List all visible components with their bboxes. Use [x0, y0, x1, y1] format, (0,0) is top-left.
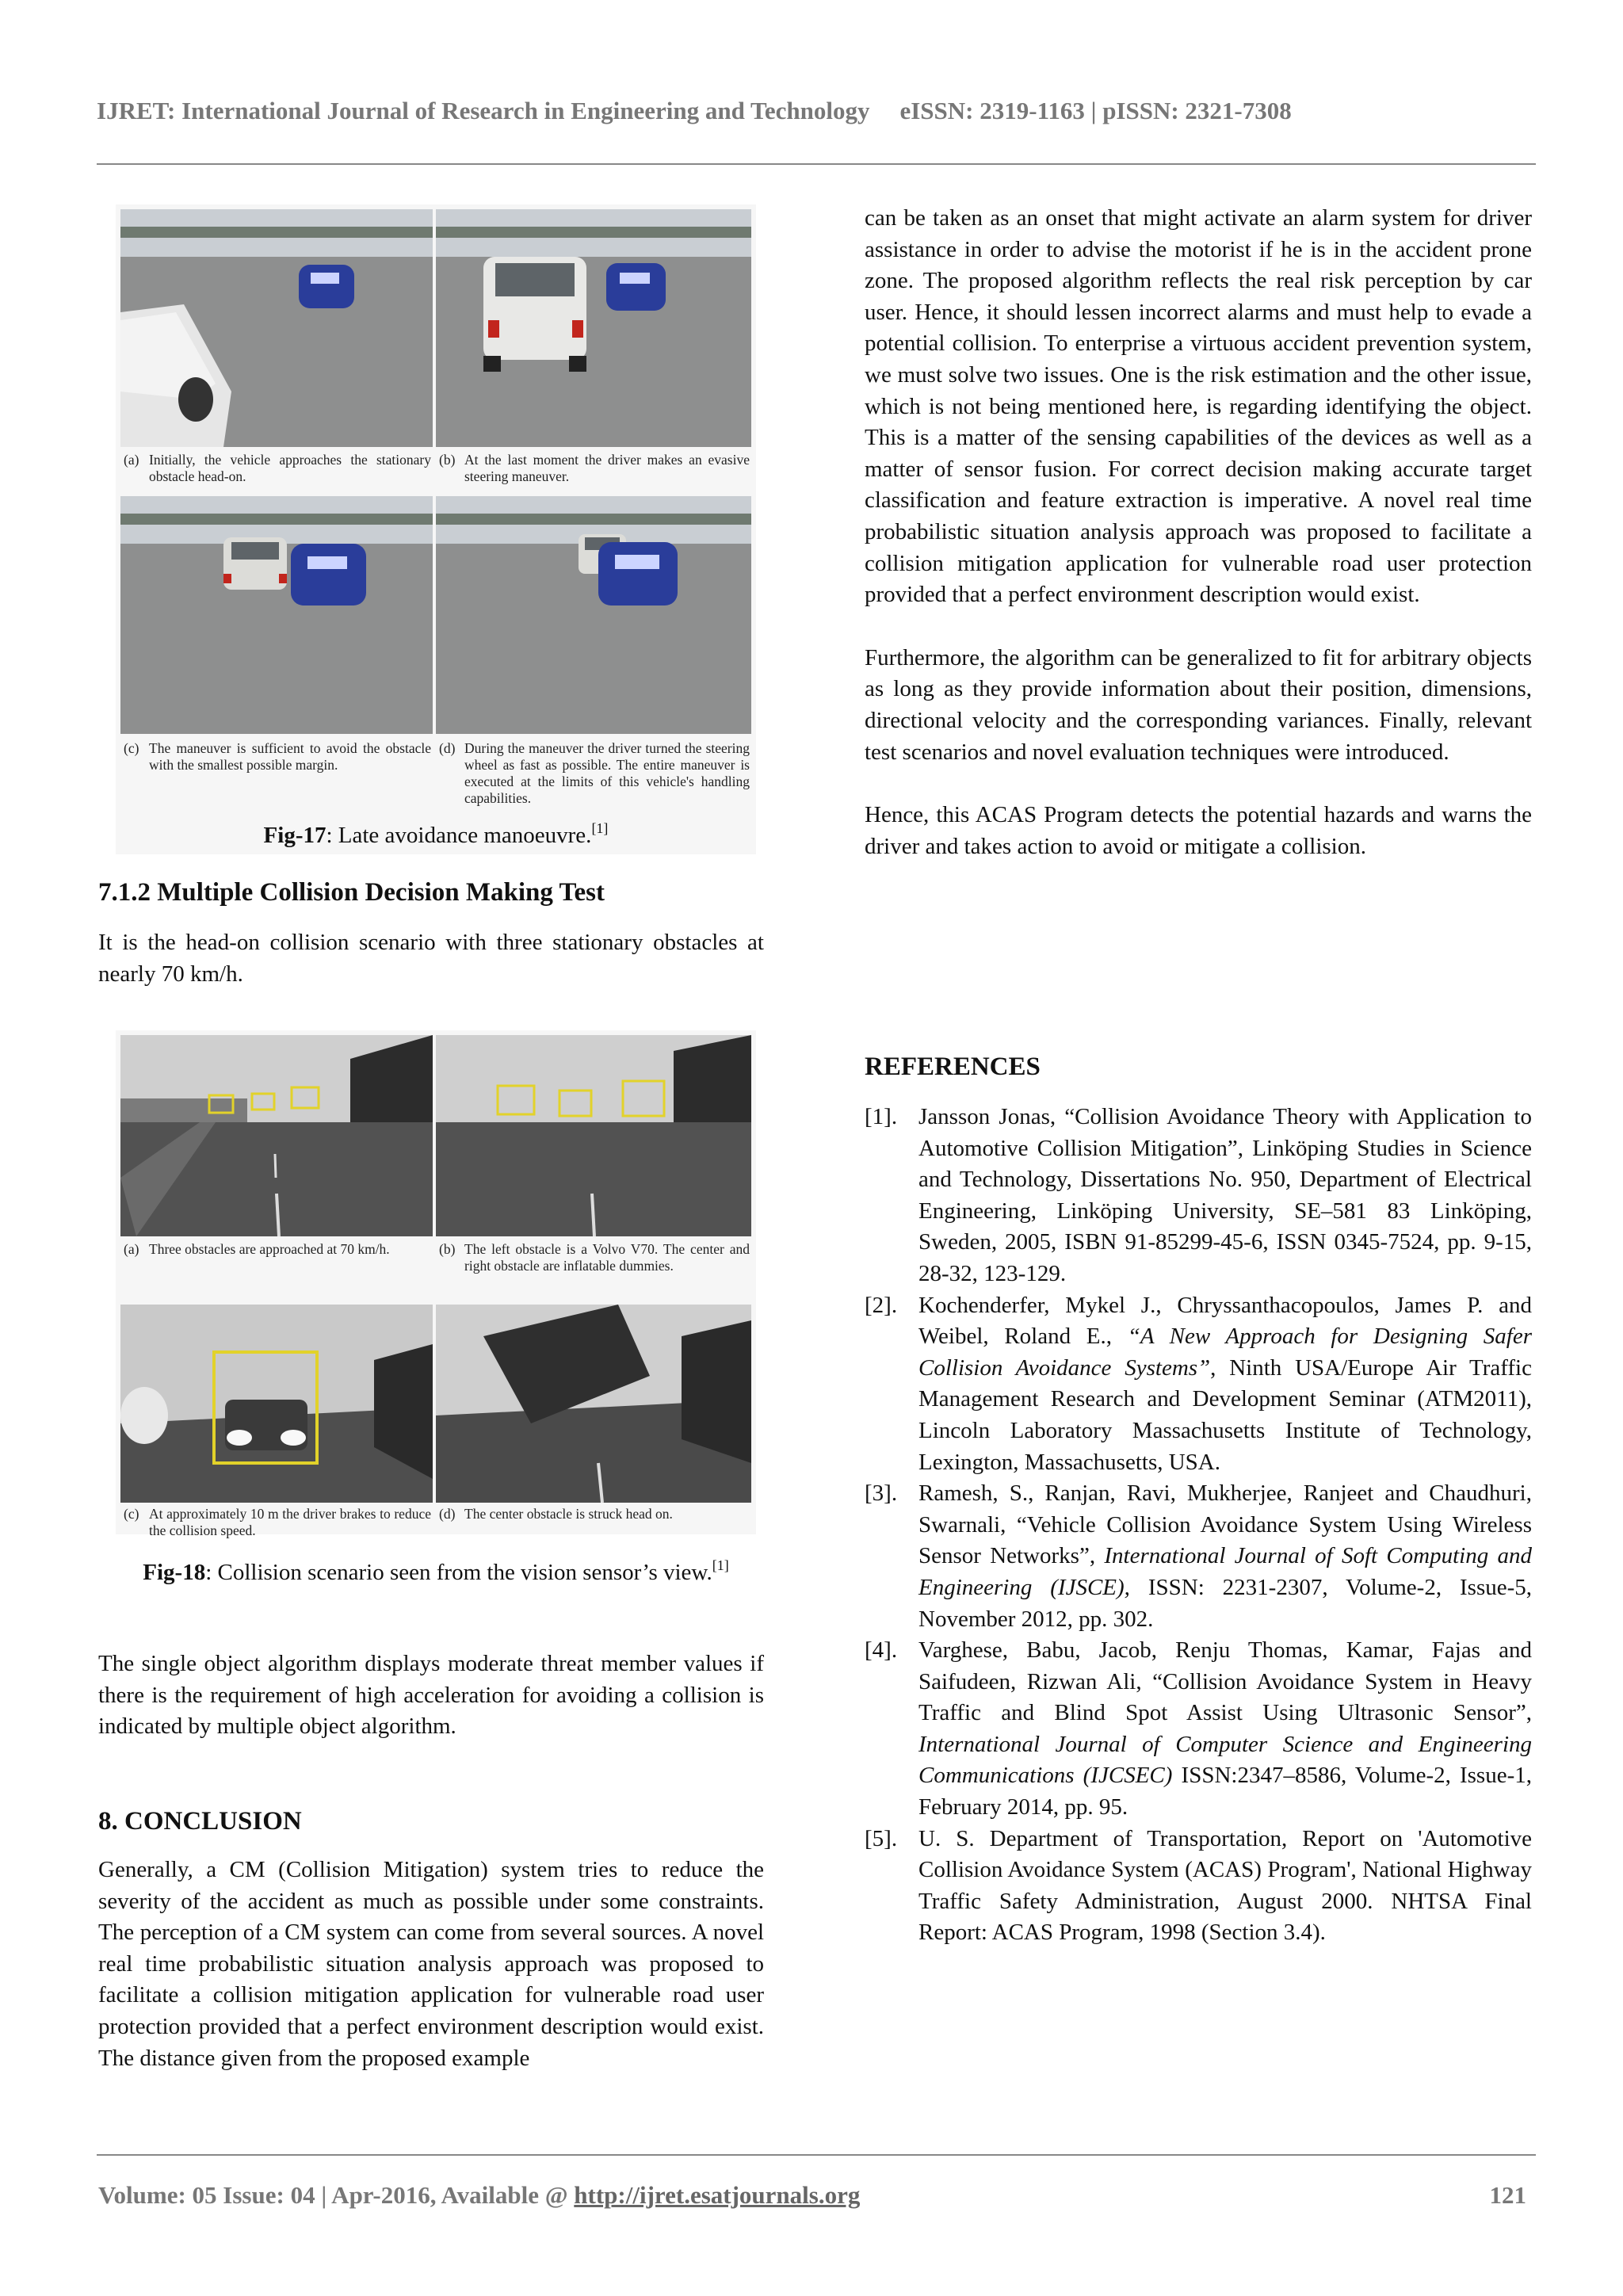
fig17-caption-text: : Late avoidance manoeuvre.: [326, 823, 592, 848]
fig17-subcaption-c: (c) The maneuver is sufficient to avoid the obstacle with the smallest possible margin.: [124, 740, 431, 773]
section-heading-712: 7.1.2 Multiple Collision Decision Making Test: [98, 878, 605, 907]
reference-item: [4]. Varghese, Babu, Jacob, Renju Thomas, Kamar, Fajas and Saifudeen, Rizwan Ali, “Collision Avoidance System in Heavy Traffic and Blind Spot Assist Using Ultrasonic Sensor”, International Journal of Computer Science and Engineering Communications (IJCSEC) ISSN:2347–8586, Volume-2, Issue-1, February 2014, pp. 95.: [865, 1637, 1532, 1820]
fig17-photo-a: [120, 209, 433, 447]
conclusion-left-block: [98, 1855, 764, 2074]
fig18-photo-a: [120, 1035, 433, 1236]
section-712-paragraph: It is the head-on collision scenario with three stationary obstacles at nearly 70 km/h.: [98, 930, 764, 987]
conclusion-right-paragraph-2: Furthermore, the algorithm can be generalized to fit for arbitrary objects as long as they provide information about their position, dimensions, directional velocity and the corresponding variances. Finally, relevant test scenarios and novel evaluation techniques were introduced.: [865, 644, 1532, 765]
single-object-paragraph-block: [98, 1648, 764, 1743]
fig18-subcaption-b: (b) The left obstacle is a Volvo V70. The center and right obstacle are inflatable dummies.: [439, 1241, 750, 1274]
fig17-subcaption-d: (d) During the maneuver the driver turned the steering wheel as fast as possible. The entire maneuver is executed at the limits of this vehicle's handling capabilities.: [439, 740, 750, 806]
fig17-subcaption-a: (a) Initially, the vehicle approaches the stationary obstacle head-on.: [124, 452, 431, 484]
fig18-subcaption-c: (c) At approximately 10 m the driver brakes to reduce the collision speed.: [124, 1506, 431, 1538]
fig18-photo-d: [436, 1305, 751, 1503]
fig17-photo-c: [120, 496, 433, 734]
journal-issn: eISSN: 2319-1163 | pISSN: 2321-7308: [899, 97, 1292, 124]
fig17-photo-b: [436, 209, 751, 447]
conclusion-right-paragraph-1: can be taken as an onset that might activate an alarm system for driver assistance in order to advise the motorist if he is in the accident prone zone. The proposed algorithm reflects the real risk perception by car user. Hence, it should lessen incorrect alarms and must help to evade a potential collision. To enterprise a virtuous accident prevention system, we must solve two issues. One is the risk estimation and the other issue, which is not being mentioned here, is regarding identifying the object. This is a matter of the sensing capabilities of the devices as well as a matter of sensor fusion. For correct decision making accurate target classification and feature extraction is imperative. A novel real time probabilistic situation analysis approach was proposed to facilitate a collision mitigation application for vulnerable road user protection provided that a perfect environment description would exist.: [865, 205, 1532, 608]
fig18-photo-b: [436, 1035, 751, 1236]
fig18-photo-c: [120, 1305, 433, 1503]
footer-journal-link[interactable]: http://ijret.esatjournals.org: [574, 2181, 861, 2209]
single-object-paragraph: The single object algorithm displays moderate threat member values if there is the requirement of high acceleration for avoiding a collision is indicated by multiple object algorithm.: [98, 1651, 764, 1740]
fig18-caption-label: Fig-18: [143, 1560, 206, 1585]
figure-17: [116, 204, 756, 854]
references-list: [865, 1102, 1532, 1949]
page-number: 121: [1489, 2181, 1526, 2209]
conclusion-right-paragraph-3: Hence, this ACAS Program detects the potential hazards and warns the driver and takes action to avoid or mitigate a collision.: [865, 802, 1532, 859]
fig17-caption-label: Fig-17: [263, 823, 327, 848]
section-712-body: [98, 927, 764, 990]
reference-item: [1]. Jansson Jonas, “Collision Avoidance Theory with Application to Automotive Collision Mitigation”, Linköping Studies in Science and Technology, Dissertations No. 950, Department of Electrical Engineering, Linköping University, SE–581 83 Linköping, Sweden, 2005, ISBN 91-85299-45-6, ISSN 0345-7524, pp. 9-15, 28-32, 123-129.: [865, 1104, 1532, 1286]
section-heading-conclusion: 8. CONCLUSION: [98, 1807, 302, 1836]
references-heading: REFERENCES: [865, 1052, 1041, 1081]
footer-volume: Volume: 05 Issue: 04 | Apr-2016, Available @: [98, 2181, 575, 2209]
running-header: [97, 97, 1539, 125]
fig18-subcaption-a: (a) Three obstacles are approached at 70 km/h.: [124, 1241, 390, 1257]
fig17-caption-ref: [1]: [591, 820, 609, 836]
fig18-caption-ref: [1]: [712, 1557, 729, 1573]
conclusion-left-paragraph: Generally, a CM (Collision Mitigation) system tries to reduce the severity of the accident as much as possible under some constraints. The perception of a CM system can come from several sources. A novel real time probabilistic situation analysis approach was proposed to facilitate a collision mitigation application for vulnerable road user protection provided that a perfect environment description would exist. The distance given from the proposed example: [98, 1857, 764, 2071]
fig18-caption: [116, 1550, 756, 1587]
fig18-subcaption-d: (d) The center obstacle is struck head on.: [439, 1506, 673, 1522]
conclusion-right-block: [865, 203, 1532, 862]
figure-18: [116, 1030, 756, 1538]
fig18-caption-text: : Collision scenario seen from the vision sensor’s view.: [205, 1560, 712, 1585]
fig17-caption: [116, 813, 756, 850]
reference-item: [3]. Ramesh, S., Ranjan, Ravi, Mukherjee, Ranjeet and Chaudhuri, Swarnali, “Vehicle Collision Avoidance System Using Wireless Sensor Networks”, International Journal of Soft Computing and Engineering (IJSCE), ISSN: 2231-2307, Volume-2, Issue-5, November 2012, pp. 302.: [865, 1480, 1533, 1632]
references-block: [865, 1102, 1532, 1949]
journal-title: IJRET: International Journal of Research in Engineering and Technology: [97, 97, 870, 124]
header-rule: [97, 163, 1536, 165]
footer-rule: [97, 2154, 1536, 2156]
reference-item: [2]. Kochenderfer, Mykel J., Chryssanthacopoulos, James P. and Weibel, Roland E., “A New Approach for Designing Safer Collision Avoidance Systems”, Ninth USA/Europe Air Traffic Management Research and Development Seminar (ATM2011), Lincoln Laboratory Massachusetts Institute of Technology, Lexington, Massachusetts, USA.: [865, 1292, 1532, 1475]
page-footer: [98, 2181, 1534, 2210]
fig17-subcaption-b: (b) At the last moment the driver makes an evasive steering maneuver.: [439, 452, 750, 484]
reference-item: [5]. U. S. Department of Transportation, Report on 'Automotive Collision Avoidance System (ACAS) Program', National Highway Traffic Safety Administration, August 2000. NHTSA Final Report: ACAS Program, 1998 (Section 3.4).: [865, 1825, 1532, 1946]
fig17-photo-d: [436, 496, 751, 734]
